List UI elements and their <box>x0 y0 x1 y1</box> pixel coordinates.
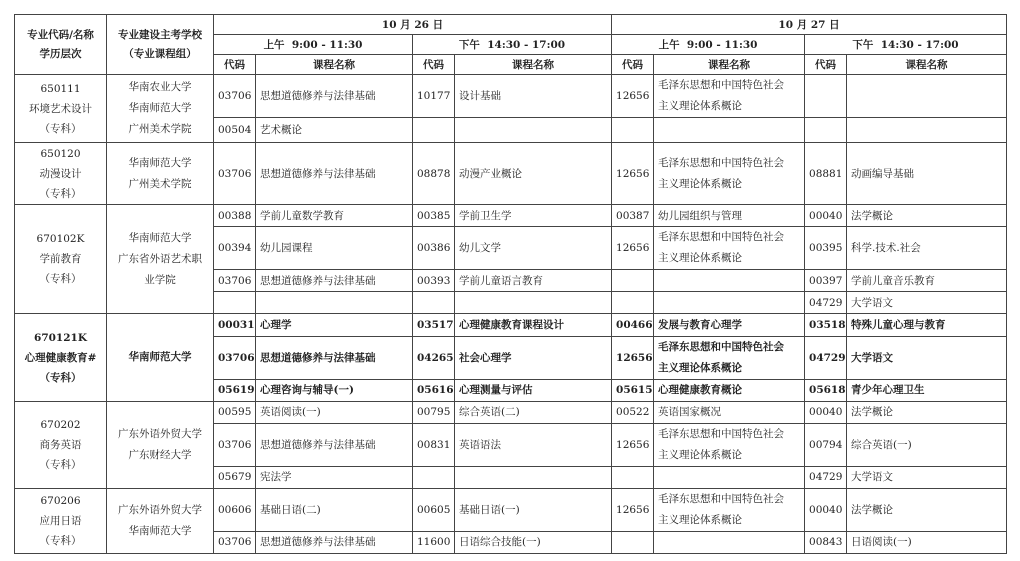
course-code: 00843 <box>805 531 847 553</box>
am-time: 9:00 - 11:30 <box>291 38 363 51</box>
course-code <box>612 118 654 143</box>
course-code: 12656 <box>612 143 654 205</box>
am-time: 9:00 - 11:30 <box>686 38 758 51</box>
major-name: 环境艺术设计 <box>29 102 92 115</box>
course-name <box>654 75 805 118</box>
course-code: 03706 <box>214 531 256 553</box>
course-name: 心理学 <box>256 314 413 336</box>
course-code: 00794 <box>805 423 847 466</box>
school-name: 华南师范大学 <box>128 524 192 537</box>
course-code <box>413 466 455 488</box>
course-code: 04729 <box>805 292 847 314</box>
course-code <box>214 292 256 314</box>
course-name: 法学概论 <box>847 205 1007 227</box>
course-name: 学前儿童语言教育 <box>455 270 612 292</box>
course-name-line: 主义理论体系概论 <box>658 177 743 190</box>
course-code: 05679 <box>214 466 256 488</box>
table-row <box>15 205 1007 227</box>
course-name-line: 毛泽东思想和中国特色社会 <box>658 427 785 440</box>
major-code: 650120 <box>40 147 81 160</box>
course-name: 社会心理学 <box>455 336 612 379</box>
pm-label: 下午 <box>852 38 874 51</box>
course-name: 综合英语(二) <box>455 401 612 423</box>
course-code <box>612 466 654 488</box>
course-name-line: 主义理论体系概论 <box>658 513 743 526</box>
course-code: 00388 <box>214 205 256 227</box>
course-name: 发展与教育心理学 <box>654 314 805 336</box>
course-name <box>654 531 805 553</box>
course-code: 00605 <box>413 488 455 531</box>
course-name: 动漫产业概论 <box>455 143 612 205</box>
major-code: 670121K <box>34 331 87 344</box>
table-row <box>15 314 1007 336</box>
course-name: 设计基础 <box>455 75 612 118</box>
course-code: 03517 <box>413 314 455 336</box>
school-cell <box>107 488 214 553</box>
course-name <box>654 270 805 292</box>
course-name <box>256 292 413 314</box>
header-level-label: 学历层次 <box>39 47 82 60</box>
header-school-label: 专业建设主考学校 <box>118 28 202 41</box>
school-cell <box>107 205 214 314</box>
course-name-line: 主义理论体系概论 <box>658 100 743 113</box>
course-code: 10177 <box>413 75 455 118</box>
course-code: 05616 <box>413 379 455 401</box>
school-cell <box>107 401 214 488</box>
course-code: 04265 <box>413 336 455 379</box>
course-code: 11600 <box>413 531 455 553</box>
course-name: 英语国家概况 <box>654 401 805 423</box>
course-code: 12656 <box>612 488 654 531</box>
course-name: 心理测量与评估 <box>455 379 612 401</box>
course-code: 03706 <box>214 143 256 205</box>
course-name: 大学语文 <box>847 466 1007 488</box>
course-name: 日语阅读(一) <box>847 531 1007 553</box>
course-name: 学前儿童音乐教育 <box>847 270 1007 292</box>
course-name: 学前儿童数学教育 <box>256 205 413 227</box>
course-name <box>847 75 1007 118</box>
course-name: 心理咨询与辅导(一) <box>256 379 413 401</box>
course-code: 00466 <box>612 314 654 336</box>
course-code: 03706 <box>214 336 256 379</box>
course-code: 05618 <box>805 379 847 401</box>
course-code: 00394 <box>214 227 256 270</box>
course-name: 青少年心理卫生 <box>847 379 1007 401</box>
header-school <box>107 15 214 75</box>
col-course: 课程名称 <box>256 55 413 75</box>
course-code: 00831 <box>413 423 455 466</box>
course-code: 08878 <box>413 143 455 205</box>
major-cell <box>15 205 107 314</box>
col-code: 代码 <box>805 55 847 75</box>
table-row <box>15 143 1007 205</box>
table-row <box>15 488 1007 531</box>
course-code <box>612 292 654 314</box>
course-name-line: 毛泽东思想和中国特色社会 <box>658 79 785 92</box>
major-cell <box>15 488 107 553</box>
course-name: 大学语文 <box>847 336 1007 379</box>
major-level: （专科） <box>39 273 82 286</box>
course-name <box>654 118 805 143</box>
course-name-line: 毛泽东思想和中国特色社会 <box>658 156 785 169</box>
course-code: 00504 <box>214 118 256 143</box>
col-code: 代码 <box>214 55 256 75</box>
major-name: 动漫设计 <box>39 167 82 180</box>
course-code: 05615 <box>612 379 654 401</box>
school-name: 广东财经大学 <box>128 448 192 461</box>
course-code <box>612 270 654 292</box>
course-code: 00040 <box>805 205 847 227</box>
course-name: 幼儿园课程 <box>256 227 413 270</box>
course-name: 动画编导基础 <box>847 143 1007 205</box>
course-name <box>654 227 805 270</box>
course-code: 00795 <box>413 401 455 423</box>
course-name: 特殊儿童心理与教育 <box>847 314 1007 336</box>
major-level: （专科） <box>39 122 82 135</box>
school-name: 广东省外语艺术职 <box>118 252 202 265</box>
header-day2-pm <box>805 35 1007 55</box>
major-code: 670202 <box>40 418 81 431</box>
course-name: 基础日语(一) <box>455 488 612 531</box>
school-name: 业学院 <box>144 273 176 286</box>
major-name: 心理健康教育# <box>24 351 97 364</box>
course-name <box>455 118 612 143</box>
course-name: 法学概论 <box>847 488 1007 531</box>
course-code: 12656 <box>612 336 654 379</box>
course-code: 00395 <box>805 227 847 270</box>
major-name: 学前教育 <box>39 253 82 266</box>
course-name: 宪法学 <box>256 466 413 488</box>
course-name: 思想道德修养与法律基础 <box>256 270 413 292</box>
header-day1-am <box>214 35 413 55</box>
course-code: 00606 <box>214 488 256 531</box>
major-code: 670206 <box>40 494 81 507</box>
course-code: 00385 <box>413 205 455 227</box>
course-name <box>654 336 805 379</box>
header-school-group-label: （专业课程组） <box>123 47 197 60</box>
school-cell <box>107 143 214 205</box>
course-name-line: 主义理论体系概论 <box>658 361 743 374</box>
major-level: （专科） <box>39 187 82 200</box>
course-name: 心理健康教育课程设计 <box>455 314 612 336</box>
header-major-label: 专业代码/名称 <box>27 28 94 41</box>
school-name: 华南师范大学 <box>128 351 192 364</box>
course-code: 04729 <box>805 466 847 488</box>
course-name: 综合英语(一) <box>847 423 1007 466</box>
am-label: 上午 <box>658 38 680 51</box>
course-code <box>612 531 654 553</box>
course-name: 艺术概论 <box>256 118 413 143</box>
course-name: 学前卫生学 <box>455 205 612 227</box>
col-course: 课程名称 <box>654 55 805 75</box>
course-name: 幼儿园组织与管理 <box>654 205 805 227</box>
pm-label: 下午 <box>458 38 480 51</box>
course-name <box>847 118 1007 143</box>
table-row <box>15 401 1007 423</box>
major-code: 670102K <box>36 233 85 246</box>
course-name-line: 主义理论体系概论 <box>658 252 743 265</box>
course-name <box>654 423 805 466</box>
school-name: 广州美术学院 <box>128 177 192 190</box>
course-name: 大学语文 <box>847 292 1007 314</box>
school-name: 广东外语外贸大学 <box>118 503 202 516</box>
school-name: 广东外语外贸大学 <box>118 427 202 440</box>
course-name: 英语阅读(一) <box>256 401 413 423</box>
col-course: 课程名称 <box>847 55 1007 75</box>
course-name-line: 毛泽东思想和中国特色社会 <box>658 340 785 353</box>
course-name: 思想道德修养与法律基础 <box>256 531 413 553</box>
course-name: 思想道德修养与法律基础 <box>256 423 413 466</box>
course-name <box>654 292 805 314</box>
course-code <box>413 292 455 314</box>
major-cell <box>15 75 107 143</box>
school-name: 华南师范大学 <box>128 102 192 115</box>
major-cell <box>15 143 107 205</box>
course-code: 00040 <box>805 488 847 531</box>
course-code: 04729 <box>805 336 847 379</box>
course-name: 英语语法 <box>455 423 612 466</box>
school-cell <box>107 314 214 401</box>
course-name: 法学概论 <box>847 401 1007 423</box>
exam-schedule-table <box>14 14 1007 554</box>
major-code: 650111 <box>40 82 81 95</box>
course-name: 思想道德修养与法律基础 <box>256 75 413 118</box>
course-name-line: 毛泽东思想和中国特色社会 <box>658 231 785 244</box>
header-day2: 10 月 27 日 <box>612 15 1007 35</box>
course-name-line: 主义理论体系概论 <box>658 448 743 461</box>
course-code: 00522 <box>612 401 654 423</box>
school-name: 华南师范大学 <box>128 231 192 244</box>
am-label: 上午 <box>263 38 285 51</box>
course-name: 幼儿文学 <box>455 227 612 270</box>
course-code: 12656 <box>612 227 654 270</box>
course-code <box>805 118 847 143</box>
course-code: 00387 <box>612 205 654 227</box>
course-code: 00031 <box>214 314 256 336</box>
course-code: 12656 <box>612 423 654 466</box>
header-row-dates <box>15 15 1007 35</box>
school-name: 广州美术学院 <box>128 123 192 136</box>
course-code: 03706 <box>214 270 256 292</box>
header-day1: 10 月 26 日 <box>214 15 612 35</box>
course-code: 05619 <box>214 379 256 401</box>
course-code <box>413 118 455 143</box>
course-code: 12656 <box>612 75 654 118</box>
course-name: 思想道德修养与法律基础 <box>256 143 413 205</box>
major-cell <box>15 314 107 401</box>
course-code: 00393 <box>413 270 455 292</box>
major-level: （专科） <box>39 534 82 547</box>
course-name: 日语综合技能(一) <box>455 531 612 553</box>
col-course: 课程名称 <box>455 55 612 75</box>
course-name: 心理健康教育概论 <box>654 379 805 401</box>
school-name: 华南农业大学 <box>128 81 192 94</box>
major-name: 应用日语 <box>39 514 82 527</box>
major-cell <box>15 401 107 488</box>
course-code: 08881 <box>805 143 847 205</box>
header-day1-pm <box>413 35 612 55</box>
course-name <box>654 143 805 205</box>
course-code: 03706 <box>214 423 256 466</box>
header-major <box>15 15 107 75</box>
course-code: 03706 <box>214 75 256 118</box>
course-code: 00386 <box>413 227 455 270</box>
course-code: 00595 <box>214 401 256 423</box>
course-code <box>805 75 847 118</box>
course-name-line: 毛泽东思想和中国特色社会 <box>658 492 785 505</box>
school-cell <box>107 75 214 143</box>
major-name: 商务英语 <box>39 438 82 451</box>
course-name <box>455 466 612 488</box>
major-level: （专科） <box>39 371 82 384</box>
course-name: 思想道德修养与法律基础 <box>256 336 413 379</box>
col-code: 代码 <box>413 55 455 75</box>
col-code: 代码 <box>612 55 654 75</box>
pm-time: 14:30 - 17:00 <box>487 38 566 51</box>
course-name: 科学.技术.社会 <box>847 227 1007 270</box>
course-code: 03518 <box>805 314 847 336</box>
table-row <box>15 75 1007 118</box>
course-name: 基础日语(二) <box>256 488 413 531</box>
course-name <box>654 488 805 531</box>
course-name <box>455 292 612 314</box>
major-level: （专科） <box>39 458 82 471</box>
pm-time: 14:30 - 17:00 <box>880 38 959 51</box>
course-code: 00397 <box>805 270 847 292</box>
schedule-body <box>15 15 1007 554</box>
course-code: 00040 <box>805 401 847 423</box>
header-day2-am <box>612 35 805 55</box>
course-name <box>654 466 805 488</box>
school-name: 华南师范大学 <box>128 156 192 169</box>
